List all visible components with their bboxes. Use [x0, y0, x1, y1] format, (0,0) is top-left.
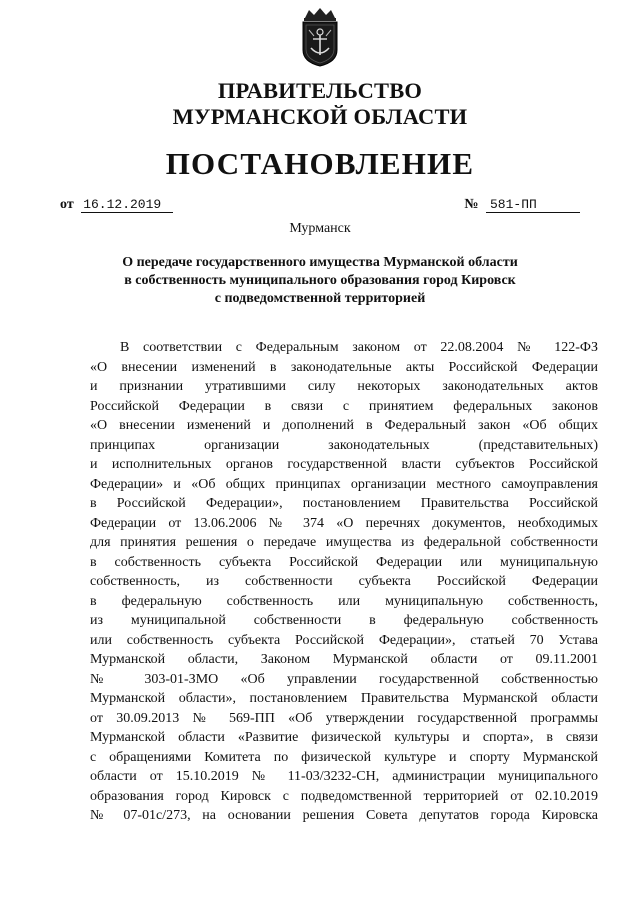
body-line: № 07-01с/273, на основании решения Совета депутатов города Кировска — [90, 808, 598, 823]
body-line: с обращениями Комитета по физической культуре и спорту Мурманской — [90, 749, 598, 765]
body-line: В соответствии с Федеральным законом от 22.08.2004 № 122-ФЗ — [120, 340, 598, 355]
body-line: в Российской Федерации», постановлением Правительства Российской — [90, 496, 598, 511]
body-line: принципах организации законодательных (представительных) — [90, 437, 598, 453]
number-prefix: № — [464, 197, 479, 212]
document-number — [464, 197, 580, 213]
document-title-line-1: О передаче государственного имущества Мурманской области — [122, 255, 518, 270]
government-title-line-1: ПРАВИТЕЛЬСТВО — [217, 78, 423, 103]
body-line: из муниципальной собственности в федеральную собственность — [90, 613, 598, 628]
body-line: № 303-01-ЗМО «Об управлении государственной собственностью — [90, 671, 598, 687]
document-title — [0, 254, 640, 308]
body-line: Федерации» и «Об общих принципах организации местного самоуправления — [90, 476, 598, 492]
body-line: Мурманской области «Развитие физической культуры и спорта», в связи — [90, 730, 598, 745]
body-line: Федерации от 13.06.2006 № 374 «О перечнях документов, необходимых — [90, 515, 598, 531]
body-line: Мурманской области», постановлением Правительства Мурманской области — [90, 691, 598, 706]
body-line: «О внесении изменений и дополнений в Федеральный закон «Об общих — [90, 418, 598, 433]
body-line: и исполнительных органов государственной власти субъектов Российской — [90, 457, 598, 472]
body-paragraph — [90, 338, 598, 826]
government-title-line-2: МУРМАНСКОЙ ОБЛАСТИ — [172, 104, 468, 129]
body-line: от 30.09.2013 № 569-ПП «Об утверждении государственной программы — [90, 710, 598, 726]
number-value: 581-ПП — [486, 197, 580, 213]
body-line: Российской Федерации в связи с принятием федеральных законов — [90, 398, 598, 414]
body-line: в собственность субъекта Российской Федерации или муниципальную — [90, 554, 598, 570]
document-title-line-2: в собственность муниципального образования город Кировск — [124, 273, 516, 288]
body-line: в федеральную собственность или муниципальную собственность, — [90, 593, 598, 609]
body-line: для принятия решения о передаче имущества из федеральной собственности — [90, 535, 598, 550]
date-value: 16.12.2019 — [81, 197, 173, 213]
government-title — [0, 78, 640, 130]
body-line: «О внесении изменений в законодательные акты Российской Федерации — [90, 359, 598, 375]
body-line: и признании утратившими силу некоторых законодательных актов — [90, 379, 598, 394]
body-line: или собственность субъекта Российской Федерации», статьей 70 Устава — [90, 632, 598, 648]
document-type-heading: ПОСТАНОВЛЕНИЕ — [165, 146, 475, 181]
city-name: Мурманск — [289, 221, 351, 236]
coat-of-arms-emblem — [295, 6, 345, 68]
date-prefix: от — [60, 197, 74, 212]
body-line: собственность, из собственности субъекта Российской Федерации — [90, 574, 598, 589]
document-date — [60, 197, 173, 213]
coat-of-arms-icon — [295, 6, 345, 68]
document-meta-row — [60, 197, 610, 217]
body-line: Мурманской области, Законом Мурманской области от 09.11.2001 — [90, 652, 598, 667]
document-title-line-3: с подведомственной территорией — [214, 291, 426, 306]
body-line: образования город Кировск с подведомственной территорией от 02.10.2019 — [90, 788, 598, 804]
body-line: области от 15.10.2019 № 11-03/3232-СН, администрации муниципального — [90, 769, 598, 784]
